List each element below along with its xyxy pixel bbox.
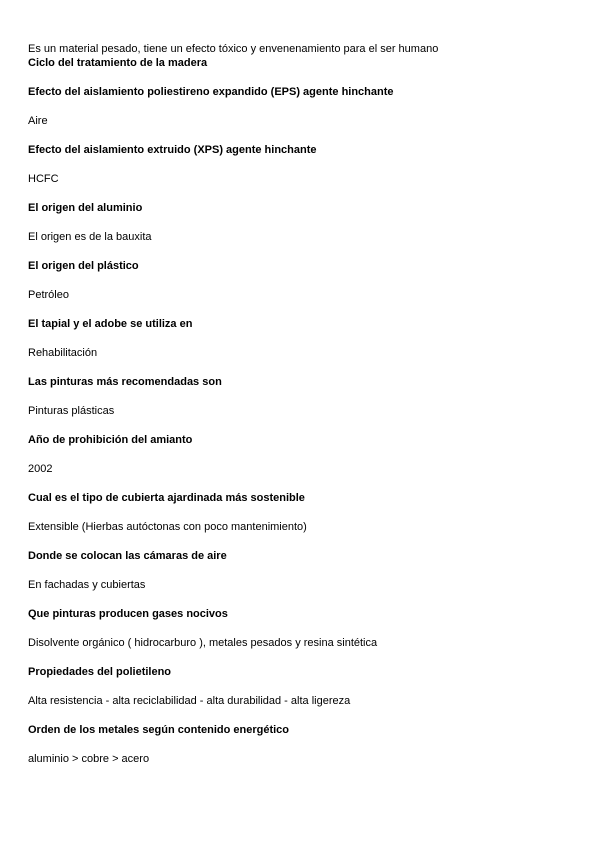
- answer: Pinturas plásticas: [28, 405, 115, 417]
- qa-item: [28, 56, 600, 70]
- qa-item: [28, 433, 600, 476]
- qa-item: [28, 665, 600, 708]
- question: Cual es el tipo de cubierta ajardinada más sostenible: [28, 492, 305, 504]
- qa-item: [28, 491, 600, 534]
- answer: Disolvente orgánico ( hidrocarburo ), metales pesados y resina sintética: [28, 637, 378, 649]
- qa-item: [28, 549, 600, 592]
- answer: HCFC: [28, 173, 59, 185]
- answer: En fachadas y cubiertas: [28, 579, 146, 591]
- answer: Rehabilitación: [28, 347, 98, 359]
- question: Propiedades del polietileno: [28, 666, 172, 678]
- question: Las pinturas más recomendadas son: [28, 376, 222, 388]
- answer: Extensible (Hierbas autóctonas con poco mantenimiento): [28, 521, 307, 533]
- answer: 2002: [28, 463, 53, 475]
- question: El tapial y el adobe se utiliza en: [28, 318, 193, 330]
- qa-item: [28, 375, 600, 418]
- qa-item: [28, 143, 600, 186]
- question: Efecto del aislamiento extruido (XPS) agente hinchante: [28, 144, 317, 156]
- qa-item: [28, 259, 600, 302]
- answer: aluminio > cobre > acero: [28, 753, 150, 765]
- question: Efecto del aislamiento poliestireno expandido (EPS) agente hinchante: [28, 86, 394, 98]
- question: El origen del aluminio: [28, 202, 143, 214]
- question: Ciclo del tratamiento de la madera: [28, 57, 208, 69]
- question: Orden de los metales según contenido energético: [28, 724, 290, 736]
- qa-item: [28, 317, 600, 360]
- intro-text: Es un material pesado, tiene un efecto tóxico y envenenamiento para el ser humano: [28, 43, 439, 55]
- answer: Aire: [28, 115, 48, 127]
- answer: Alta resistencia - alta reciclabilidad - alta durabilidad - alta ligereza: [28, 695, 351, 707]
- question: El origen del plástico: [28, 260, 139, 272]
- question: Que pinturas producen gases nocivos: [28, 608, 228, 620]
- qa-item: [28, 85, 600, 128]
- question: Donde se colocan las cámaras de aire: [28, 550, 227, 562]
- answer: Petróleo: [28, 289, 69, 301]
- qa-item: [28, 607, 600, 650]
- qa-item: [28, 723, 600, 766]
- answer: El origen es de la bauxita: [28, 231, 152, 243]
- question: Año de prohibición del amianto: [28, 434, 193, 446]
- qa-item: [28, 201, 600, 244]
